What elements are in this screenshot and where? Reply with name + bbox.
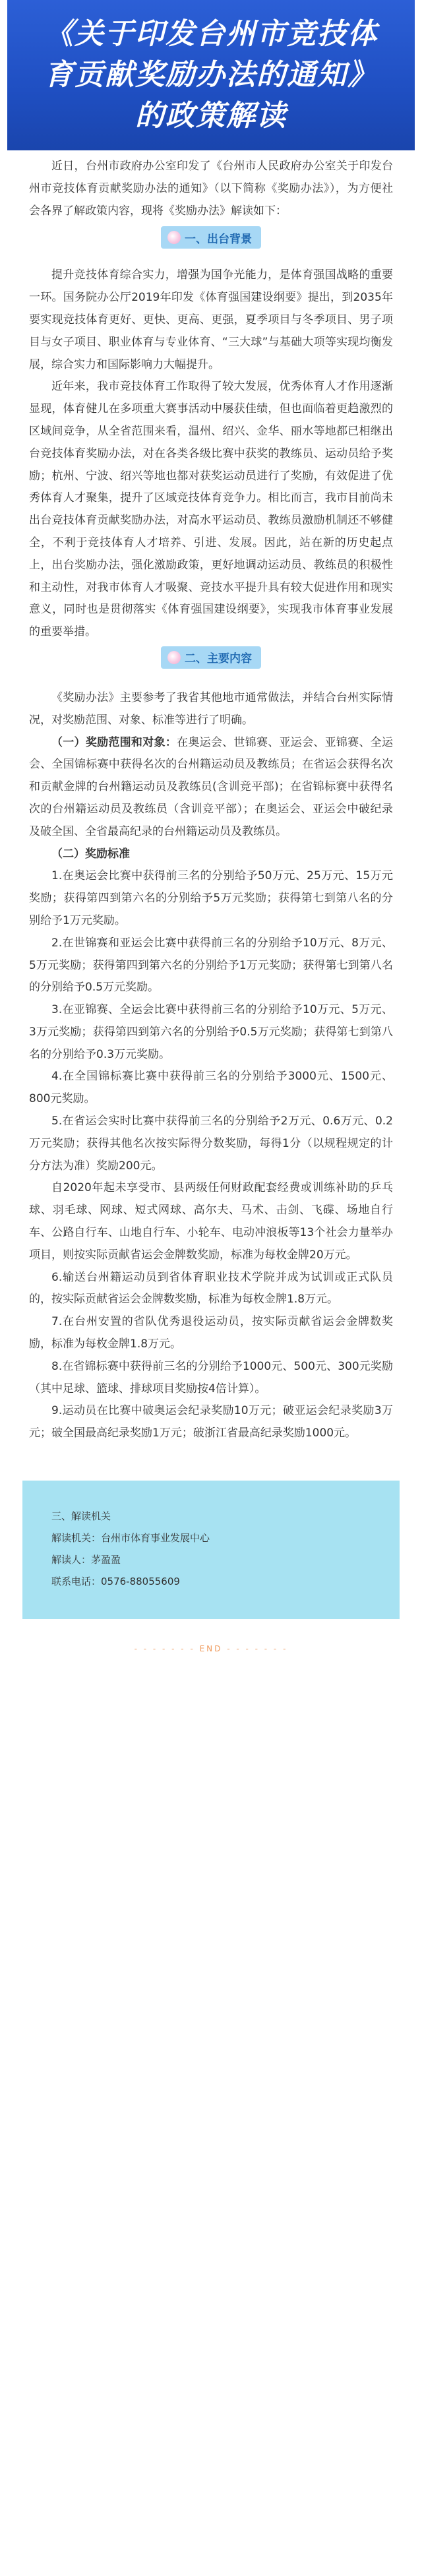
flower-icon bbox=[167, 651, 181, 664]
section-2-header bbox=[29, 646, 393, 669]
section-2-badge bbox=[161, 646, 261, 669]
section-1-header bbox=[29, 226, 393, 249]
section-1-title: 一、出台背景 bbox=[185, 232, 252, 246]
scope-label: （一）奖励范围和对象： bbox=[51, 735, 177, 749]
standard-item: 2.在世锦赛和亚运会比赛中获得前三名的分别给予10万元、8万元、5万元奖励；获得第四到第六名的分别给予1万元奖励；获得第七到第八名的分别给予0.5万元奖励。 bbox=[29, 936, 393, 995]
standard-item: 3.在亚锦赛、全运会比赛中获得前三名的分别给予10万元、5万元、3万元奖励；获得第四到第六名的分别给予0.5万元奖励；获得第七到第八名的分别给予0.3万元奖励。 bbox=[29, 1003, 393, 1061]
standard-item: 5.在省运会实时比赛中获得前三名的分别给予2万元、0.6万元、0.2万元奖励；获得其他名次按实际得分数奖励，每得1分（以规程规定的计分方法为准）奖励200元。 bbox=[29, 1115, 393, 1173]
section-2-title: 二、主要内容 bbox=[185, 652, 252, 666]
section-1-badge bbox=[161, 226, 261, 249]
standard-item: 9.运动员在比赛中破奥运会纪录奖励10万元；破亚运会纪录奖励3万元；破全国最高纪录奖励1万元；破浙江省最高纪录奖励1000元。 bbox=[29, 1404, 393, 1440]
background-paragraph-1: 提升竞技体育综合实力，增强为国争光能力，是体育强国战略的重要一环。国务院办公厅2019年印发《体育强国建设纲要》提出，到2035年要实现竞技体育更好、更快、更高、更强，夏季项目与冬季项目、男子项目与女子项目、职业体育与专业体育、“三大球”与基础大项等实现均衡发展，综合实力和国际影响力大幅提升。 bbox=[29, 268, 393, 371]
standard-item: 7.在台州安置的省队优秀退役运动员，按实际贡献省运会金牌数奖励，标准为每枚金牌1.8万元。 bbox=[29, 1315, 393, 1351]
banner-title-line-2: 育贡献奖励办法的通知》 bbox=[44, 58, 378, 92]
contact-person: 解读人：茅盈盈 bbox=[51, 1554, 121, 1566]
contact-phone[interactable]: 联系电话：0576-88055609 bbox=[51, 1576, 180, 1588]
intro-paragraph: 近日，台州市政府办公室印发了《台州市人民政府办公室关于印发台州市竞技体育贡献奖励办法的通知》（以下简称《奖励办法》），为方便社会各界了解政策内容，现将《奖励办法》解读如下： bbox=[29, 160, 393, 218]
scope-paragraph bbox=[29, 732, 393, 843]
article-body bbox=[0, 150, 422, 1445]
content-intro-paragraph: 《奖励办法》主要参考了我省其他地市通常做法，并结合台州实际情况，对奖励范围、对象、标准等进行了明确。 bbox=[29, 690, 393, 727]
standard-item: 6.输送台州籍运动员到省体育职业技术学院并成为试训或正式队员的，按实际贡献省运会金牌数奖励，标准为每枚金牌1.8万元。 bbox=[29, 1270, 393, 1306]
standard-item: 8.在省锦标赛中获得前三名的分别给予1000元、500元、300元奖励（其中足球、篮球、排球项目奖励按4倍计算）。 bbox=[29, 1359, 393, 1395]
standard-item: 4.在全国锦标赛比赛中获得前三名的分别给予3000元、1500元、800元奖励。 bbox=[29, 1070, 393, 1106]
end-divider: - - - - - - - END - - - - - - - bbox=[134, 1644, 288, 1654]
standard-item: 1.在奥运会比赛中获得前三名的分别给予50万元、25万元、15万元奖励；获得第四到第六名的分别给予5万元奖励；获得第七到第八名的分别给予1万元奖励。 bbox=[29, 869, 393, 927]
background-paragraph-2: 近年来，我市竞技体育工作取得了较大发展，优秀体育人才作用逐渐显现，体育健儿在多项重大赛事活动中屡获佳绩，但也面临着更趋激烈的区域间竞争，从全省范围来看，温州、绍兴、金华、丽水等地都已相继出台竞技体育奖励办法，对在各类各级比赛中获奖的教练员、运动员给予奖励；杭州、宁波、绍兴等地也都对获奖运动员进行了奖励，有效促进了优秀体育人才聚集，提升了区域竞技体育竞争力。相比而言，我市目前尚未出台竞技体育贡献奖励办法，对高水平运动员、教练员激励机制还不够健全，不利于竞技体育人才培养、引进、发展。因此，站在新的历史起点上，出台奖励办法，强化激励政策，更好地调动运动员、教练员的积极性和主动性，对我市体育人才吸聚、竞技水平提升具有较大促进作用和现实意义，同时也是贯彻落实《体育强国建设纲要》，实现我市体育事业发展的重要举措。 bbox=[29, 380, 393, 639]
scope-text: 在奥运会、世锦赛、亚运会、亚锦赛、全运会、全国锦标赛中获得名次的台州籍运动员及教练员；在省运会获得名次和贡献金牌的台州籍运动员及教练员(含训竞平部)；在省锦标赛中获得名次的台州籍运动员及教练员（含训竞平部）；在奥运会、亚运会中破纪录及破全国、全省最高纪录的台州籍运动员及教练员。 bbox=[29, 735, 394, 838]
banner-title-line-3: 的政策解读 bbox=[135, 99, 287, 133]
contact-heading: 三、解读机关 bbox=[51, 1510, 111, 1523]
standard-heading: （二）奖励标准 bbox=[51, 847, 130, 861]
flower-icon bbox=[167, 231, 181, 244]
title-banner bbox=[7, 0, 415, 150]
banner-title-line-1: 《关于印发台州市竞技体 bbox=[44, 17, 378, 51]
contact-agency: 解读机关：台州市体育事业发展中心 bbox=[51, 1532, 210, 1545]
contact-box bbox=[22, 1481, 400, 1619]
standard-item: 自2020年起未享受市、县两级任何财政配套经费或训练补助的乒乓球、羽毛球、网球、短式网球、高尔夫、马术、击剑、飞碟、场地自行车、公路自行车、山地自行车、小轮车、电动冲浪板等13个社会力量举办项目，则按实际贡献省运会金牌数奖励，标准为每枚金牌20万元。 bbox=[29, 1181, 393, 1262]
